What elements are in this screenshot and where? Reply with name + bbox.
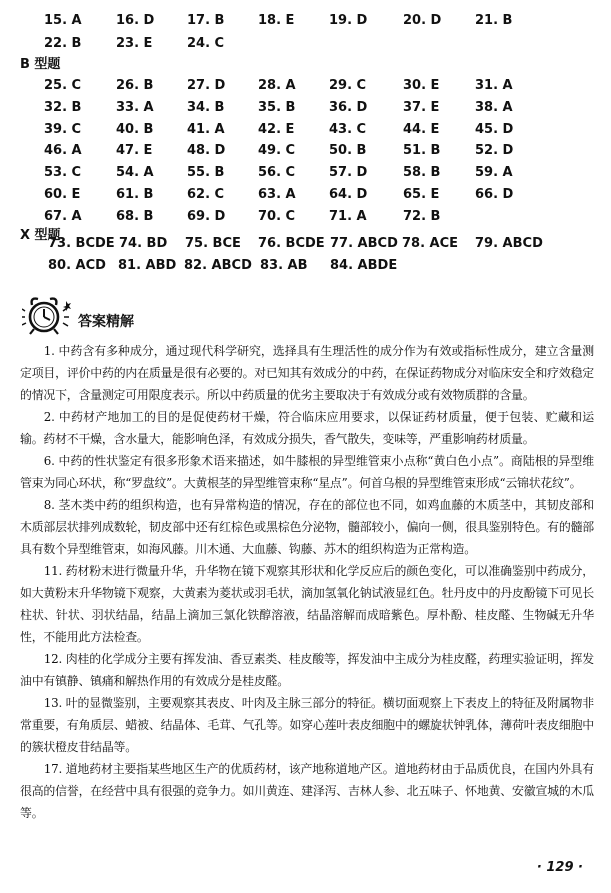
answer-cell: 74. BD xyxy=(119,236,168,251)
answer-cell: 75. BCE xyxy=(185,236,241,251)
answer-cell: 37. E xyxy=(403,100,440,115)
answer-cell: 68. B xyxy=(116,209,154,224)
explanation-paragraph: 17. 道地药材主要指某些地区生产的优质药材，该产地称道地产区。道地药材由于品质优良，在国内外具有很高的信誉，在经营中具有很强的竞争力。如川黄连、建泽泻、吉林人参、北五味子、怀地黄、安徽宣城的木瓜等。 xyxy=(20,762,594,820)
answer-row xyxy=(0,97,611,119)
answer-row xyxy=(0,206,611,228)
answer-row xyxy=(0,10,611,32)
answer-cell: 51. B xyxy=(403,143,441,158)
answer-cell: 54. A xyxy=(116,165,154,180)
answer-cell: 36. D xyxy=(329,100,368,115)
answer-cell: 26. B xyxy=(116,78,154,93)
answer-cell: 31. A xyxy=(475,78,513,93)
section-heading: B 型题 xyxy=(20,57,61,72)
answer-cell: 59. A xyxy=(475,165,513,180)
answer-row xyxy=(0,233,611,255)
answer-cell: 77. ABCD xyxy=(330,236,398,251)
answer-cell: 44. E xyxy=(403,122,440,137)
answer-cell: 63. A xyxy=(258,187,296,202)
answer-cell: 42. E xyxy=(258,122,295,137)
answer-cell: 72. B xyxy=(403,209,441,224)
answer-cell: 70. C xyxy=(258,209,296,224)
answer-cell: 79. ABCD xyxy=(475,236,543,251)
explanation-title: 答案精解 xyxy=(78,314,134,330)
explanation-paragraphs xyxy=(20,340,594,824)
answer-cell: 73. BCDE xyxy=(48,236,115,251)
answer-cell: 71. A xyxy=(329,209,367,224)
answer-cell: 45. D xyxy=(475,122,514,137)
answer-cell: 25. C xyxy=(44,78,82,93)
answer-cell: 65. E xyxy=(403,187,440,202)
answer-cell: 55. B xyxy=(187,165,225,180)
answer-cell: 38. A xyxy=(475,100,513,115)
answer-cell: 69. D xyxy=(187,209,226,224)
answer-cell: 66. D xyxy=(475,187,514,202)
explanation-paragraph: 6. 中药的性状鉴定有很多形象术语来描述，如牛膝根的异型维管束小点称“黄白色小点”。商陆根的异型维管束为同心环状，称“罗盘纹”。大黄根茎的异型维管束称“星点”。何首乌根的异型维管束形成“云锦状花纹”。 xyxy=(20,454,594,490)
section-heading: X 型题 xyxy=(20,228,61,243)
answer-cell: 46. A xyxy=(44,143,82,158)
answer-cell: 64. D xyxy=(329,187,368,202)
answer-cell: 47. E xyxy=(116,143,153,158)
answer-cell: 35. B xyxy=(258,100,296,115)
answer-cell: 22. B xyxy=(44,36,82,51)
answer-cell: 62. C xyxy=(187,187,225,202)
answer-row xyxy=(0,119,611,141)
answer-cell: 40. B xyxy=(116,122,154,137)
answer-cell: 21. B xyxy=(475,13,513,28)
explanation-paragraph: 8. 茎木类中药的组织构造，也有异常构造的情况，存在的部位也不同，如鸡血藤的木质茎中，其韧皮部和木质部层状排列成数轮，韧皮部中还有红棕色或黑棕色分泌物，髓部较小，偏向一侧，很具鉴别特色。有的髓部具有数个异型维管束，如海风藤。川木通、大血藤、钩藤、苏木的组织构造为正常构造。 xyxy=(20,498,594,556)
answer-cell: 49. C xyxy=(258,143,296,158)
answer-cell: 28. A xyxy=(258,78,296,93)
answer-cell: 23. E xyxy=(116,36,153,51)
answer-cell: 48. D xyxy=(187,143,226,158)
answer-cell: 41. A xyxy=(187,122,225,137)
answer-cell: 34. B xyxy=(187,100,225,115)
answer-cell: 29. C xyxy=(329,78,367,93)
explanation-paragraph: 11. 药材粉末进行微量升华，升华物在镜下观察其形状和化学反应后的颜色变化，可以准确鉴别中药成分，如大黄粉末升华物镜下观察，大黄素为菱状或羽毛状，滴加氢氧化钠试液显红色。牡丹皮中的丹皮酚镜下可见长柱状、针状、羽状结晶，结晶上滴加三氯化铁醇溶液，结晶溶解而成暗紫色。厚朴酚、桂皮醛、生物碱无升华性，不能用此方法检查。 xyxy=(20,564,594,644)
answer-cell: 78. ACE xyxy=(402,236,459,251)
answer-cell: 30. E xyxy=(403,78,440,93)
explanation-paragraph: 13. 叶的显微鉴别，主要观察其表皮、叶肉及主脉三部分的特征。横切面观察上下表皮上的特征及附属物非常重要，有角质层、蜡被、结晶体、毛茸、气孔等。如穿心莲叶表皮细胞中的螺旋状钟乳体，薄荷叶表皮细胞中的簇状橙皮苷结晶等。 xyxy=(20,696,594,754)
answer-cell: 33. A xyxy=(116,100,154,115)
answer-row xyxy=(0,184,611,206)
answer-row xyxy=(0,162,611,184)
answer-cell: 84. ABDE xyxy=(330,258,398,273)
answer-row xyxy=(0,75,611,97)
answer-cell: 24. C xyxy=(187,36,225,51)
answer-cell: 81. ABD xyxy=(118,258,177,273)
explanation-paragraph: 1. 中药含有多种成分，通过现代科学研究，选择具有生理活性的成分作为有效或指标性成分，建立含量测定项目，评价中药的内在质量是很有必要的。对已知其有效成分的中药，在保证药物成分对临床安全和疗效稳定的情况下，含量测定可用限度表示。所以中药质量的优劣主要取决于有效成分或有效物质群的含量。 xyxy=(20,344,594,402)
answer-row xyxy=(0,255,611,277)
answer-cell: 17. B xyxy=(187,13,225,28)
answer-cell: 20. D xyxy=(403,13,442,28)
answer-cell: 16. D xyxy=(116,13,155,28)
answer-cell: 56. C xyxy=(258,165,296,180)
answer-cell: 67. A xyxy=(44,209,82,224)
answer-cell: 61. B xyxy=(116,187,154,202)
answer-cell: 57. D xyxy=(329,165,368,180)
answer-cell: 15. A xyxy=(44,13,82,28)
answer-cell: 19. D xyxy=(329,13,368,28)
answer-cell: 32. B xyxy=(44,100,82,115)
answer-cell: 53. C xyxy=(44,165,82,180)
answer-cell: 76. BCDE xyxy=(258,236,325,251)
explanation-header xyxy=(22,291,222,337)
answer-cell: 58. B xyxy=(403,165,441,180)
explanation-paragraph: 12. 肉桂的化学成分主要有挥发油、香豆素类、桂皮酸等，挥发油中主成分为桂皮醛，药理实验证明，挥发油中有镇静、镇痛和解热作用的有效成分是桂皮醛。 xyxy=(20,652,594,688)
answer-cell: 50. B xyxy=(329,143,367,158)
alarm-clock-icon xyxy=(22,291,76,337)
answer-cell: 18. E xyxy=(258,13,295,28)
answer-cell: 83. AB xyxy=(260,258,308,273)
answer-cell: 82. ABCD xyxy=(184,258,252,273)
answer-cell: 43. C xyxy=(329,122,367,137)
answer-cell: 39. C xyxy=(44,122,82,137)
answer-row xyxy=(0,33,611,55)
explanation-paragraph: 2. 中药材产地加工的目的是促使药材干燥，符合临床应用要求，以保证药材质量，便于包装、贮藏和运输。药材不干燥，含水量大，能影响色泽，有效成分损失，香气散失，变味等，严重影响药材质量。 xyxy=(20,410,594,446)
answer-cell: 27. D xyxy=(187,78,226,93)
page-number: · 129 · xyxy=(536,860,583,875)
answer-row xyxy=(0,140,611,162)
answer-cell: 60. E xyxy=(44,187,81,202)
answer-cell: 80. ACD xyxy=(48,258,106,273)
answer-cell: 52. D xyxy=(475,143,514,158)
